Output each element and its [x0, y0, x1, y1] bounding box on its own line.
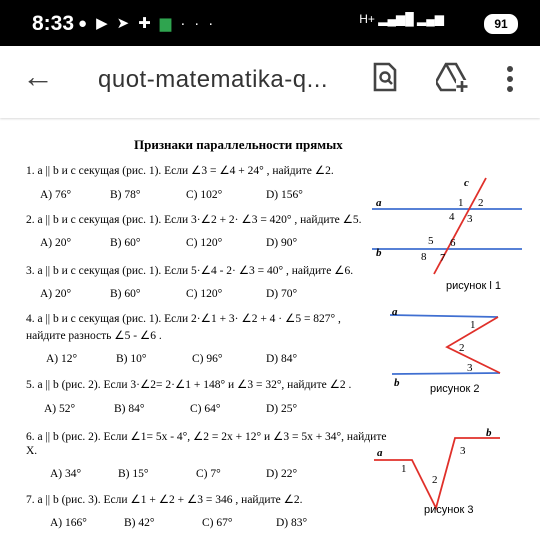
more-notifications-icon: ··· — [180, 15, 223, 32]
sheets-icon: ▆ — [159, 15, 181, 32]
option-3c: C) 120° — [186, 288, 223, 300]
chat-icon: ● — [78, 15, 97, 32]
add-to-drive-icon[interactable] — [436, 62, 468, 97]
fig1-angle-5: 5 — [428, 235, 434, 247]
option-7c: C) 67° — [202, 517, 233, 529]
clock: 8:33 — [32, 12, 75, 35]
option-2a: A) 20° — [40, 237, 72, 249]
figure-1 — [372, 177, 522, 274]
question-3: 3. a || b и с секущая (рис. 1). Если 5·∠4 - 2· ∠3 = 40° , найдите ∠6. — [26, 265, 354, 277]
question-5: 5. a || b (рис. 2). Если 3·∠2= 2·∠1 + 148° и ∠3 = 32°, найдите ∠2 . — [26, 379, 352, 391]
option-5a: A) 52° — [44, 403, 76, 415]
more-vert-icon[interactable] — [506, 66, 514, 97]
option-6a: A) 34° — [50, 468, 82, 480]
option-6b: B) 15° — [118, 468, 149, 480]
option-7b: B) 42° — [124, 517, 155, 529]
option-6d: D) 22° — [266, 468, 298, 480]
fig1-label-c: c — [464, 177, 469, 189]
fig1-angle-1: 1 — [458, 197, 464, 209]
fig2-line-b — [392, 373, 500, 374]
fig1-label-a: a — [376, 197, 382, 209]
fig3-angle-1: 1 — [401, 463, 407, 475]
option-1a: A) 76° — [40, 189, 72, 201]
question-7: 7. a || b (рис. 3). Если ∠1 + ∠2 + ∠3 = 346 , найдите ∠2. — [26, 494, 303, 506]
option-5b: B) 84° — [114, 403, 145, 415]
notification-icons — [78, 14, 222, 32]
question-4: 4. a || b и с секущая (рис. 1). Если 2·∠1 + 3· ∠2 + 4 · ∠5 = 827° , — [26, 313, 341, 325]
figure-2 — [390, 306, 500, 389]
question-1: 1. a || b и с секущая (рис. 1). Если ∠3 = ∠4 + 24° , найдите ∠2. — [26, 165, 334, 177]
figures-canvas — [0, 118, 540, 542]
fig1-angle-6: 6 — [450, 237, 456, 249]
fig2-angle-3: 3 — [467, 362, 473, 374]
option-3a: A) 20° — [40, 288, 72, 300]
figure-3 — [374, 427, 500, 508]
back-arrow-icon[interactable]: ← — [22, 58, 54, 94]
option-6c: C) 7° — [196, 468, 221, 480]
document-title: quot-matematika-q... — [98, 66, 329, 93]
document-page — [0, 118, 540, 542]
find-in-page-icon[interactable] — [372, 62, 398, 97]
fig1-angle-4: 4 — [449, 211, 455, 223]
send-icon: ➤ — [116, 15, 139, 32]
option-1b: B) 78° — [110, 189, 141, 201]
fig3-angle-3: 3 — [460, 445, 466, 457]
play-icon: ▶ — [96, 15, 117, 32]
option-5d: D) 25° — [266, 403, 298, 415]
option-4d: D) 84° — [266, 353, 298, 365]
status-bar — [0, 0, 540, 46]
question-2: 2. a || b и с секущая (рис. 1). Если 3·∠2 + 2· ∠3 = 420° , найдите ∠5. — [26, 214, 362, 226]
option-7a: A) 166° — [50, 517, 87, 529]
fig2-angle-1: 1 — [470, 319, 476, 331]
fig2-line-a — [390, 315, 498, 317]
fig3-label-b: b — [486, 427, 492, 439]
app-bar — [0, 46, 540, 118]
question-4-cont: найдите разность ∠5 - ∠6 . — [26, 330, 162, 342]
option-5c: C) 64° — [190, 403, 221, 415]
fig2-label-b: b — [394, 377, 400, 389]
fig1-angle-3: 3 — [467, 213, 473, 225]
fig1-angle-7: 7 — [440, 252, 446, 264]
option-4c: C) 96° — [192, 353, 223, 365]
option-4a: A) 12° — [46, 353, 78, 365]
option-4b: B) 10° — [116, 353, 147, 365]
signal-indicator: H+ ▂▄▆█ ▂▄▆ — [359, 12, 444, 26]
question-6-cont: X. — [26, 445, 38, 457]
fig3-broken-line — [374, 438, 500, 508]
fig1-angle-2: 2 — [478, 197, 484, 209]
fig1-label-b: b — [376, 247, 382, 259]
fig1-angle-8: 8 — [421, 251, 427, 263]
question-6: 6. a || b (рис. 2). Если ∠1= 5x - 4°, ∠2 = 2x + 12° и ∠3 = 5x + 34°, найдите — [26, 431, 387, 443]
fig2-label-a: a — [392, 306, 398, 318]
option-2d: D) 90° — [266, 237, 298, 249]
fig3-angle-2: 2 — [432, 474, 438, 486]
option-7d: D) 83° — [276, 517, 308, 529]
gamepad-icon: ✚ — [138, 15, 160, 32]
option-1c: C) 102° — [186, 189, 223, 201]
battery-icon: 91 — [484, 14, 518, 34]
fig2-caption: рисунок 2 — [430, 383, 480, 395]
fig2-angle-2: 2 — [459, 342, 465, 354]
option-3d: D) 70° — [266, 288, 298, 300]
option-2b: B) 60° — [110, 237, 141, 249]
fig1-caption: рисунок l 1 — [446, 280, 501, 292]
page-title: Признаки параллельности прямых — [134, 137, 343, 152]
fig3-caption: рисунок 3 — [424, 504, 474, 516]
option-1d: D) 156° — [266, 189, 303, 201]
option-2c: C) 120° — [186, 237, 223, 249]
fig3-label-a: a — [377, 447, 383, 459]
option-3b: B) 60° — [110, 288, 141, 300]
